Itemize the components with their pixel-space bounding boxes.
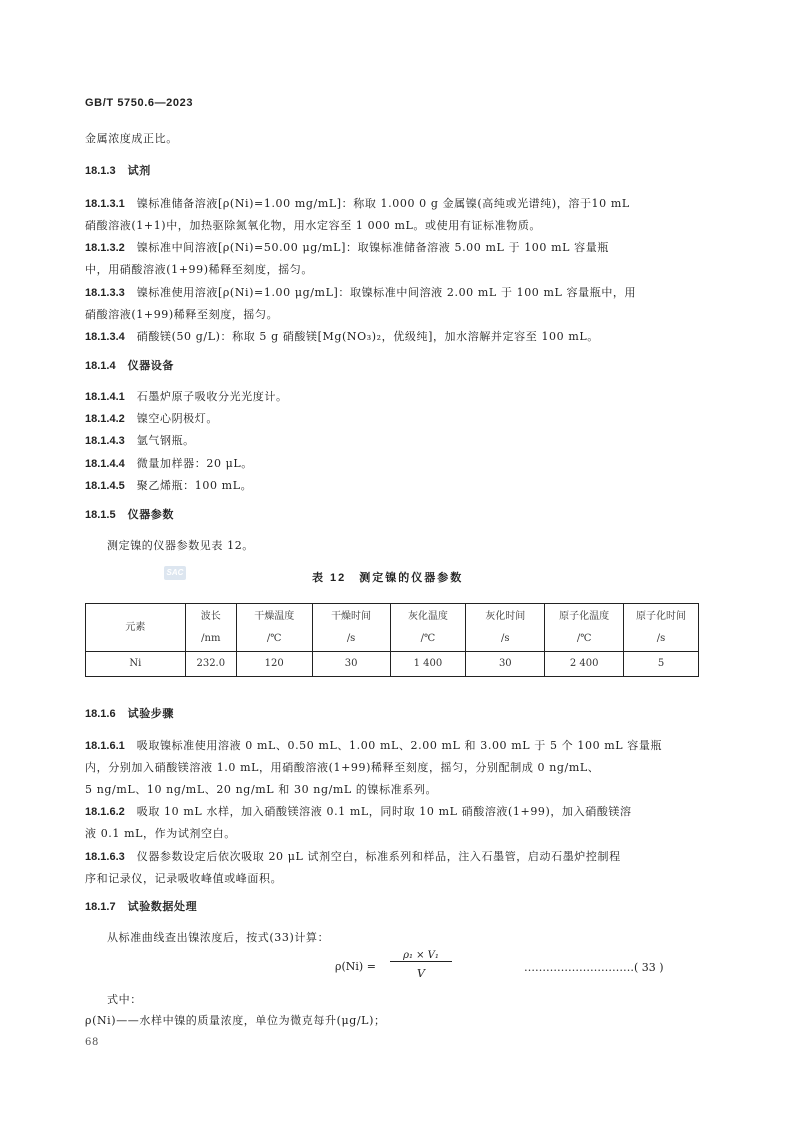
clause-number: 18.1.4 [85,360,116,372]
table-header-cell [390,604,466,652]
clause-number: 18.1.4.1 [85,391,125,403]
line-text: ρ(Ni)——水样中镍的质量浓度，单位为微克每升(μg/L)； [85,1014,386,1027]
clause-number: 18.1.3 [85,165,116,177]
paragraph-line [85,263,313,277]
line-text: 5 ng/mL、10 ng/mL、20 ng/mL 和 30 ng/mL 的镍标准系列。 [85,783,438,796]
header-label: 元素 [125,621,146,633]
table-header-cell [86,604,186,652]
header-label: 原子化温度 [559,610,610,622]
clause-number: 18.1.6 [85,708,116,720]
table-header-cell [545,604,624,652]
header-label: 干燥时间 [331,610,372,622]
line-text: 内，分别加入硝酸镁溶液 1.0 mL，用硝酸溶液(1+99)稀释至刻度，摇匀，分别配制成 0 ng/mL、 [85,761,600,774]
table-cell: 5 [624,652,699,677]
line-text: 仪器设备 [127,360,174,372]
line-text: 式中： [107,993,142,1006]
line-text: 聚乙烯瓶：100 mL。 [136,479,253,492]
clause-number: 18.1.3.1 [85,198,125,210]
paragraph-line [85,434,195,448]
section-heading [85,707,174,721]
line-text: 镍标准中间溶液[ρ(Ni)=50.00 μg/mL]：取镍标准储备溶液 5.00 mL 于 100 mL 容量瓶 [136,241,609,254]
line-text: 吸取 10 mL 水样，加入硝酸镁溶液 0.1 mL，同时取 10 mL 硝酸溶液(1+99)，加入硝酸镁溶 [136,805,632,818]
paragraph-line [85,761,599,775]
table-cell: 120 [236,652,312,677]
line-text: 氩气钢瓶。 [136,434,195,447]
line-text: 镍标准使用溶液[ρ(Ni)=1.00 μg/mL]：取镍标准中间溶液 2.00 mL 于 100 mL 容量瓶中，用 [136,286,637,299]
header-unit: /℃ [420,632,436,644]
paragraph-line [85,805,632,819]
header-label: 灰化温度 [407,610,448,622]
line-text: 镍标准储备溶液[ρ(Ni)=1.00 mg/mL]：称取 1.000 0 g 金属镍(高纯或光谱纯)，溶于10 mL [136,197,630,210]
table-cell: 2 400 [545,652,624,677]
formula-lhs: ρ(Ni) = [335,960,376,973]
equation-number: ( 33 ) [634,961,664,974]
line-text: 吸取镍标准使用溶液 0 mL、0.50 mL、1.00 mL、2.00 mL 和 3.00 mL 于 5 个 100 mL 容量瓶 [136,739,663,752]
paragraph-line [85,241,609,255]
paragraph-line [107,539,254,553]
line-text: 序和记录仪，记录吸收峰值或峰面积。 [85,872,283,885]
paragraph-line [107,931,329,945]
table-header-cell [466,604,545,652]
page-number: 68 [85,1037,99,1048]
formula-denominator: V [417,967,425,980]
paragraph-line [85,479,252,493]
line-text: 石墨炉原子吸收分光光度计。 [136,390,288,403]
line-text: 中，用硝酸溶液(1+99)稀释至刻度，摇匀。 [85,263,313,276]
clause-number: 18.1.4.4 [85,458,125,470]
clause-number: 18.1.6.2 [85,806,125,818]
line-text: 金属浓度成正比。 [85,132,178,145]
paragraph-line [85,872,282,886]
line-text: 硝酸溶液(1+1)中，加热驱除氮氧化物，用水定容至 1 000 mL。或使用有证标准物质。 [85,219,542,232]
clause-number: 18.1.4.2 [85,413,125,425]
line-text: 试验数据处理 [127,901,198,913]
instrument-parameter-table [85,603,699,677]
header-label: 灰化时间 [485,610,526,622]
section-heading [85,508,174,522]
paragraph-line [85,219,541,233]
line-text: 测定镍的仪器参数见表 12。 [107,539,254,552]
clause-number: 18.1.4.5 [85,480,125,492]
clause-number: 18.1.5 [85,509,116,521]
line-text: 镍空心阴极灯。 [136,412,218,425]
header-unit: /℃ [266,632,282,644]
section-heading [85,900,197,914]
table-cell: Ni [86,652,186,677]
line-text: 试验步骤 [127,708,174,720]
table-cell: 232.0 [185,652,236,677]
paragraph-line [85,330,599,344]
clause-number: 18.1.4.3 [85,435,125,447]
paragraph-line [107,993,142,1007]
line-text: 仪器参数 [127,509,174,521]
header-unit: /s [656,632,666,644]
section-heading [85,359,174,373]
line-text: 从标准曲线查出镍浓度后，按式(33)计算： [107,931,330,944]
table-title: 表 12 测定镍的仪器参数 [312,572,464,584]
table-cell: 30 [466,652,545,677]
clause-number: 18.1.3.2 [85,242,125,254]
header-unit: /s [501,632,510,644]
header-unit: /s [346,632,356,644]
table-cell: 1 400 [390,652,466,677]
clause-number: 18.1.3.4 [85,331,125,343]
header-label: 干燥温度 [254,610,295,622]
paragraph-line [85,1014,386,1028]
document-header: GB/T 5750.6—2023 [85,97,194,109]
header-label: 波长 [200,610,221,622]
paragraph-line [85,390,288,404]
paragraph-line [85,308,278,322]
table-header-cell [312,604,390,652]
line-text: 硝酸溶液(1+99)稀释至刻度，摇匀。 [85,308,279,321]
formula-numerator: ρ₁ × V₁ [390,950,452,962]
paragraph-line [85,412,218,426]
paragraph-line [85,286,636,300]
line-text: 试剂 [127,165,151,177]
clause-number: 18.1.6.3 [85,851,125,863]
clause-number: 18.1.7 [85,901,116,913]
paragraph-line [85,197,630,211]
formula-leader [524,961,664,975]
header-unit: /℃ [576,632,592,644]
table-cell: 30 [312,652,390,677]
paragraph-line [85,457,253,471]
leader-dots: ………………………… [524,961,634,974]
line-text: 硝酸镁(50 g/L)：称取 5 g 硝酸镁[Mg(NO₃)₂，优级纯]，加水溶解并定容至 100 mL。 [136,330,599,343]
paragraph-line [85,132,178,146]
sac-watermark-logo: SAC [164,566,186,580]
line-text: 仪器参数设定后依次吸取 20 μL 试剂空白，标准系列和样品，注入石墨管，启动石墨炉控制程 [136,850,621,863]
clause-number: 18.1.3.3 [85,287,125,299]
paragraph-line [85,850,621,864]
paragraph-line [85,783,437,797]
table-header-cell [236,604,312,652]
header-unit: /nm [201,632,221,644]
clause-number: 18.1.6.1 [85,740,125,752]
line-text: 液 0.1 mL，作为试剂空白。 [85,827,236,840]
paragraph-line [85,827,236,841]
header-label: 原子化时间 [636,610,687,622]
table-header-cell [185,604,236,652]
section-heading [85,164,151,178]
table-header-cell [624,604,699,652]
paragraph-line [85,739,662,753]
line-text: 微量加样器：20 μL。 [136,457,253,470]
